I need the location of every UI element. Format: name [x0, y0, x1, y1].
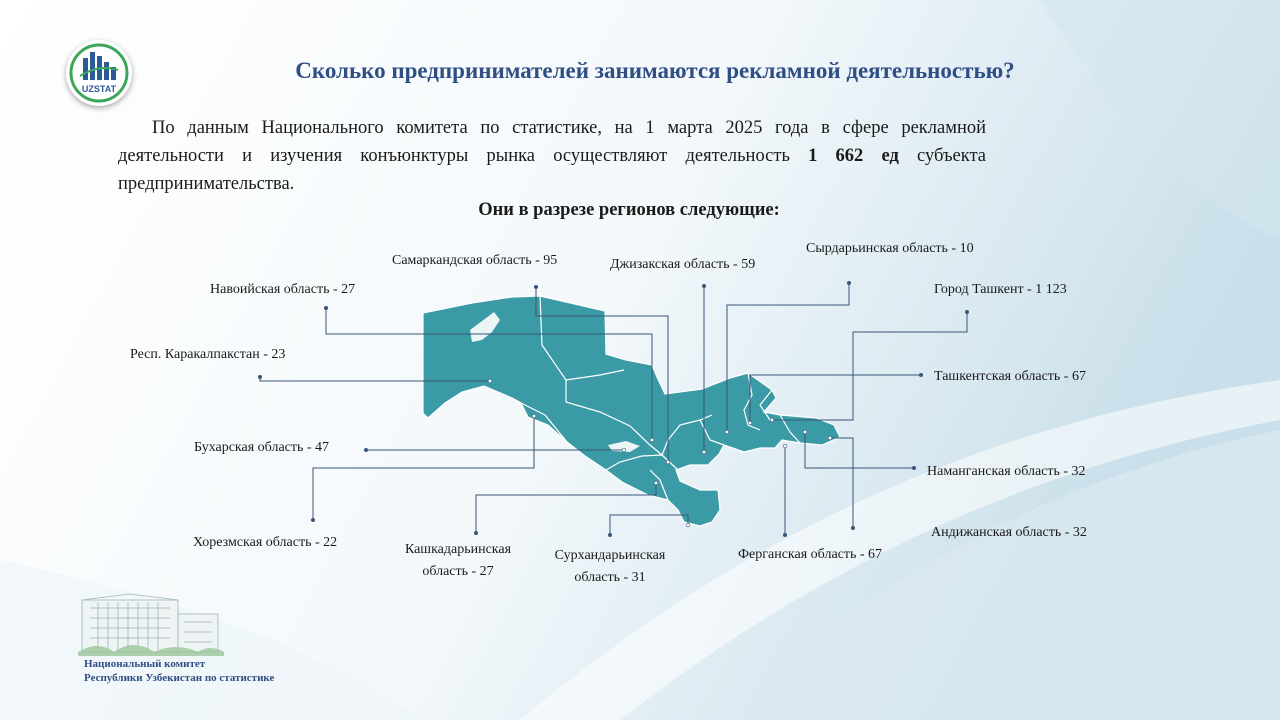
logo-text: UZSTAT: [81, 84, 117, 94]
region-label-tashkent-city: Город Ташкент - 1 123: [934, 282, 1067, 297]
leader-dot-surkhandarya: [608, 533, 612, 537]
leader-dot-bukhara: [364, 448, 368, 452]
leader-dot-khorezm: [532, 414, 536, 418]
leader-line-kashkadarya: [476, 483, 656, 533]
leader-line-surkhandarya: [610, 515, 688, 535]
leader-dot-fergana: [783, 533, 787, 537]
total-count: 1 662 ед: [808, 146, 899, 166]
leader-line-andijan: [830, 438, 853, 528]
footer-line-2: Республики Узбекистан по статистике: [84, 672, 275, 684]
leader-dot-kashkadarya: [474, 531, 478, 535]
leader-line-khorezm: [313, 416, 534, 520]
region-label-samarkand: Самаркандская область - 95: [392, 253, 558, 268]
footer-line-1: Национальный комитет: [84, 658, 206, 670]
region-label-namangan: Наманганская область - 32: [927, 464, 1086, 479]
region-label-tashkent-region: Ташкентская область - 67: [934, 369, 1086, 384]
page-title: Сколько предпринимателей занимаются рекламной деятельностью?: [295, 58, 1015, 83]
map-shape: [423, 296, 840, 526]
region-label-surkhandarya: Сурхандарьинская область - 31: [554, 548, 666, 585]
leader-dot-karakalpakstan: [258, 375, 262, 379]
leader-dot-samarkand: [534, 285, 538, 289]
building-icon: [78, 592, 224, 656]
region-label-navoi: Навоийская область - 27: [210, 282, 356, 297]
leader-dot-navoi: [650, 438, 654, 442]
region-label-syrdarya: Сырдарьинская область - 10: [806, 241, 974, 256]
leader-dot-karakalpakstan: [488, 379, 492, 383]
intro-text-after: субъекта предпринимательства.: [118, 146, 986, 194]
leader-dot-syrdarya: [725, 430, 729, 434]
leader-dot-tashkent-city: [770, 418, 774, 422]
leader-dot-navoi: [324, 306, 328, 310]
leader-dot-tashkent-city: [965, 310, 969, 314]
region-label-khorezm: Хорезмская область - 22: [193, 535, 338, 550]
leader-dot-andijan: [851, 526, 855, 530]
leader-dot-andijan: [828, 436, 832, 440]
intro-text-before: По данным Национального комитета по статистике, на 1 марта 2025 года в сфере рекламной деятельности и изучения конъюнктуры рынка осуществляют деятельность: [118, 118, 986, 166]
leader-dot-syrdarya: [847, 281, 851, 285]
leader-dot-fergana: [783, 444, 787, 448]
leader-dot-bukhara: [622, 448, 626, 452]
region-label-karakalpakstan: Респ. Каракалпакстан - 23: [130, 347, 286, 362]
leader-dot-namangan: [803, 430, 807, 434]
region-label-fergana: Ферганская область - 67: [738, 547, 883, 562]
region-label-jizzakh: Джизакская область - 59: [610, 257, 756, 272]
leader-dot-tashkent-region: [919, 373, 923, 377]
leader-dot-namangan: [912, 466, 916, 470]
footer-org-name: [84, 657, 274, 685]
leader-dot-surkhandarya: [686, 523, 690, 527]
leader-dot-jizzakh: [702, 450, 706, 454]
leader-dot-tashkent-region: [748, 421, 752, 425]
region-label-bukhara: Бухарская область - 47: [194, 440, 330, 455]
leader-dot-jizzakh: [702, 284, 706, 288]
leader-dot-kashkadarya: [654, 481, 658, 485]
region-label-andijan: Андижанская область - 32: [931, 525, 1087, 540]
leader-dot-khorezm: [311, 518, 315, 522]
leader-dot-samarkand: [666, 460, 670, 464]
regions-subtitle: Они в разрезе регионов следующие:: [478, 200, 780, 220]
region-label-kashkadarya: Кашкадарьинская область - 27: [404, 542, 512, 579]
